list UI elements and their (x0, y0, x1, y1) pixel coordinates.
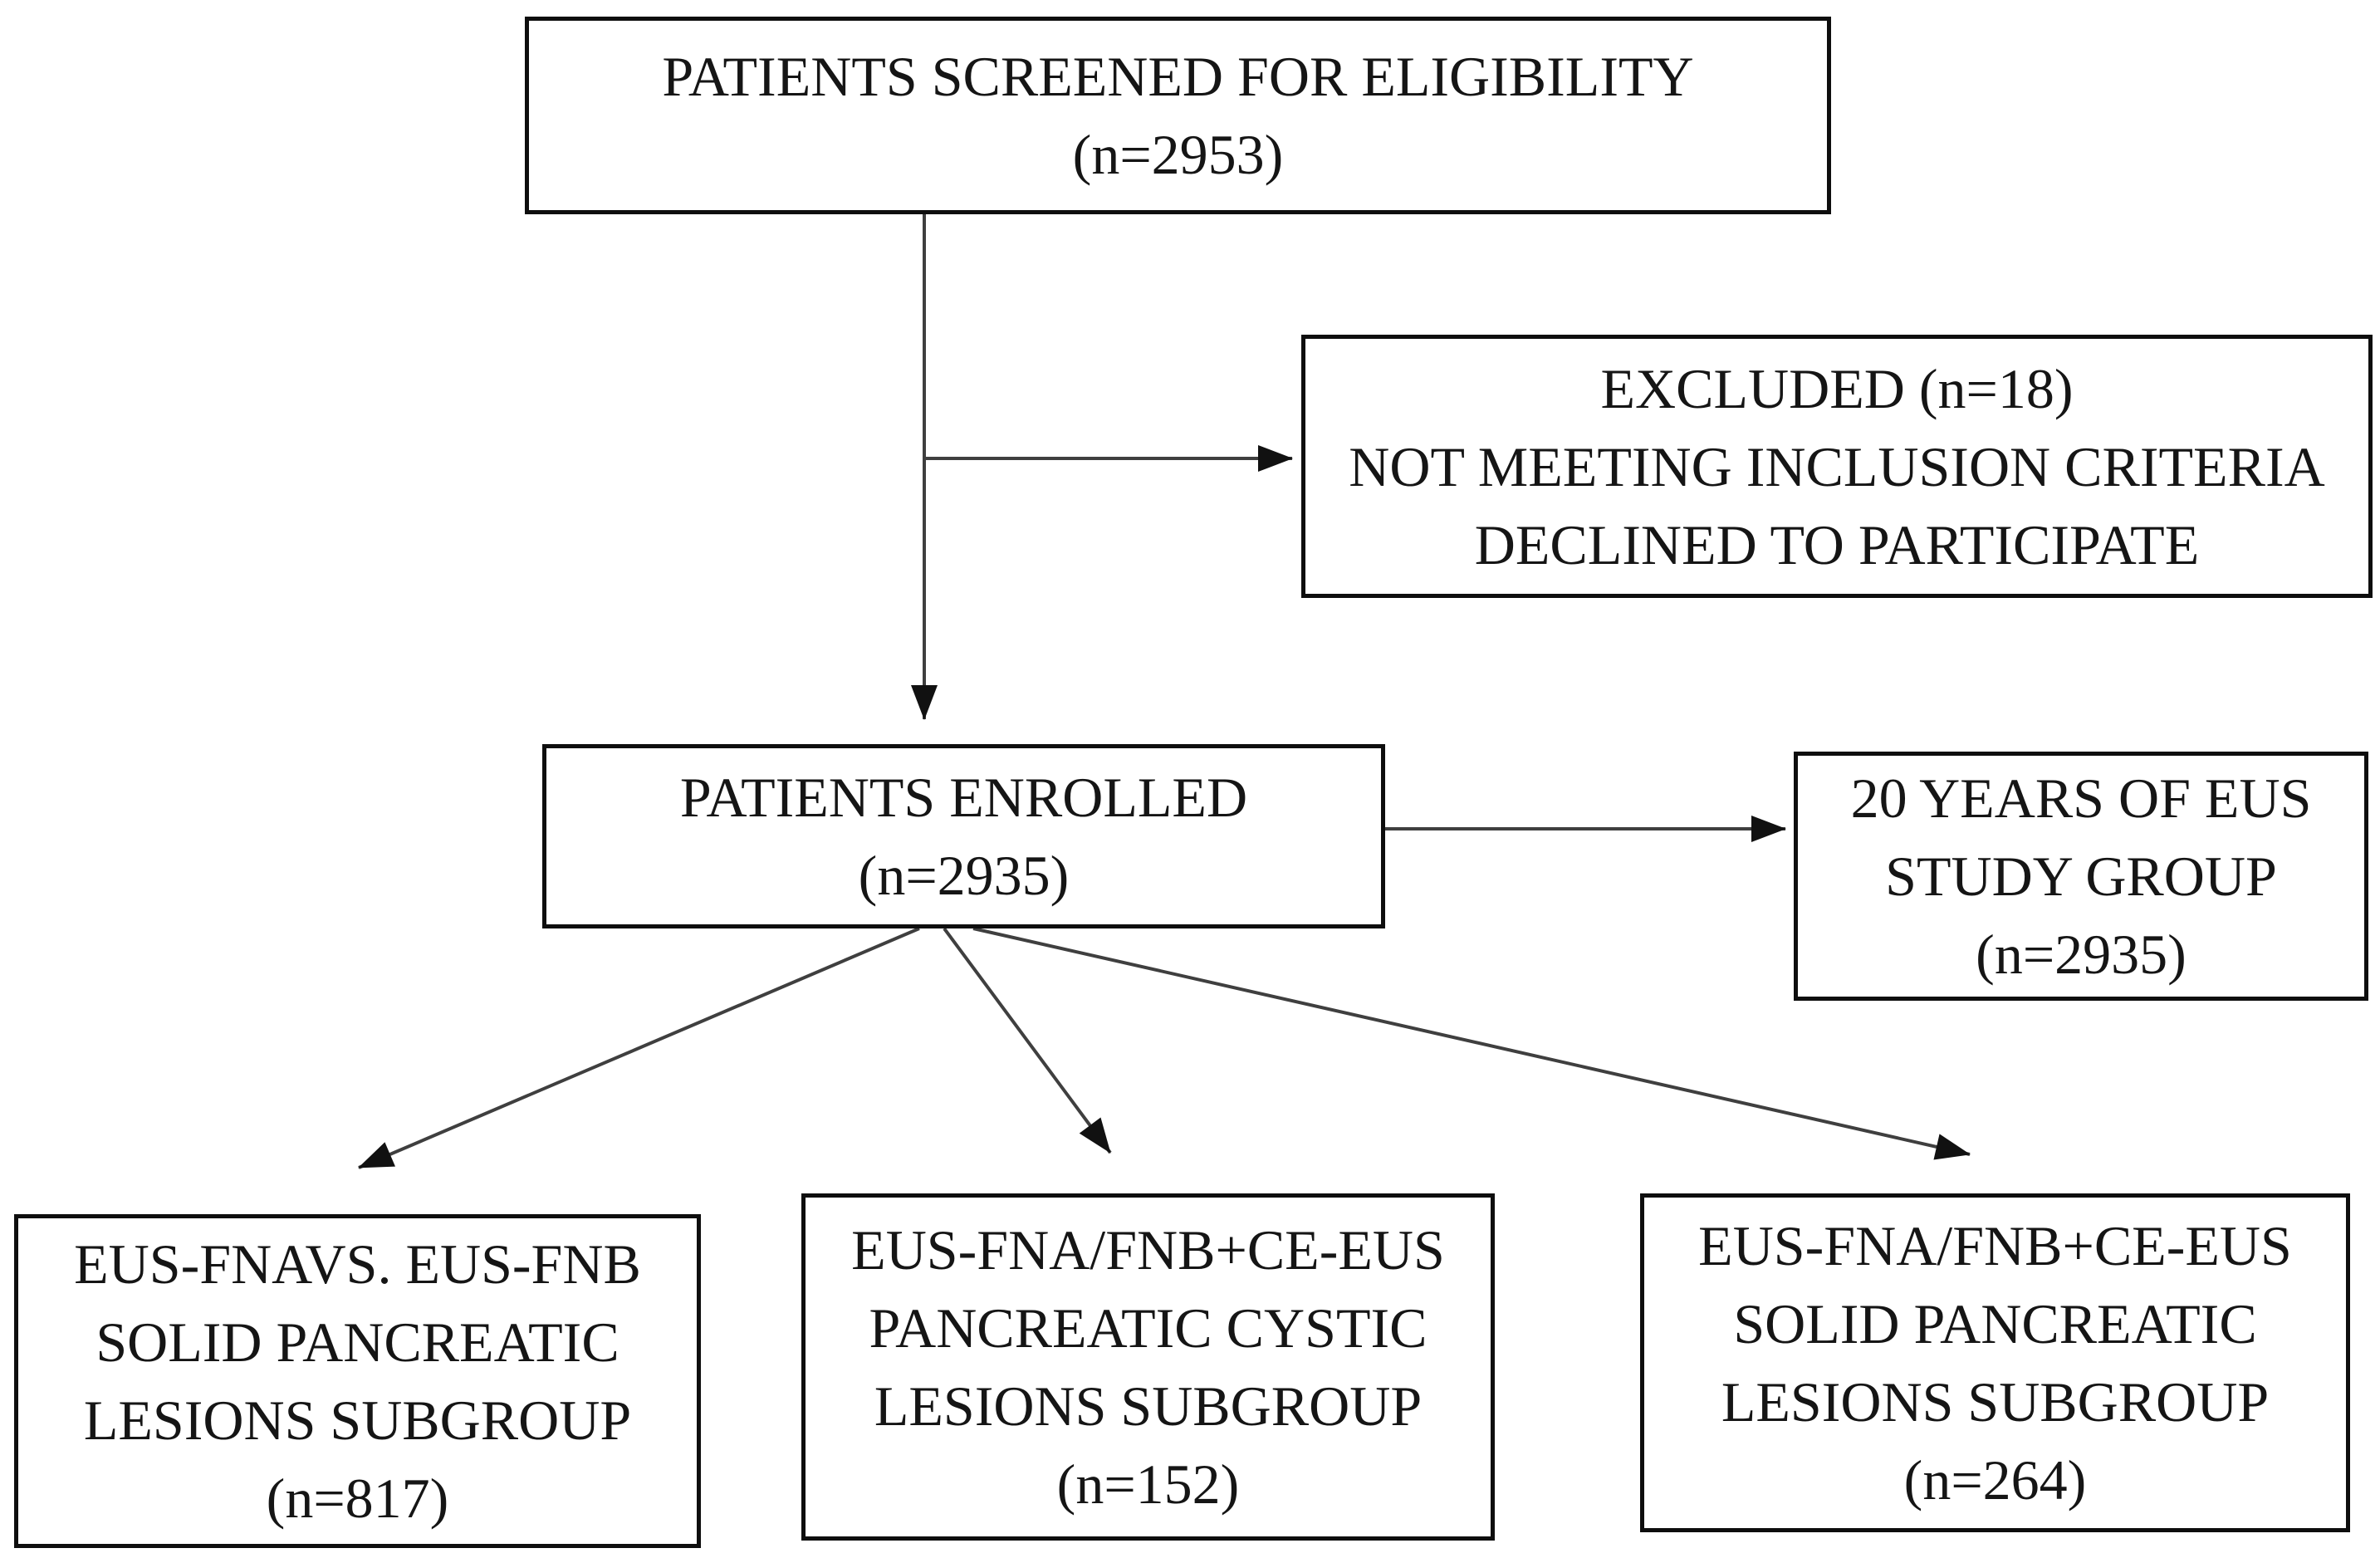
node-subgroup-solid-ce-line-1: EUS-FNA/FNB+CE-EUS (1698, 1214, 2292, 1277)
node-subgroup-cystic-line-2: PANCREATIC CYSTIC (869, 1296, 1428, 1360)
node-subgroup-fna-vs-fnb-line-1: EUS-FNAVS. EUS-FNB (74, 1232, 641, 1296)
node-eus-study-group-title-1: 20 YEARS OF EUS (1850, 767, 2312, 830)
node-excluded-reason-2: DECLINED TO PARTICIPATE (1474, 512, 2200, 576)
node-subgroup-cystic-line-3: LESIONS SUBGROUP (874, 1374, 1423, 1438)
node-subgroup-fna-vs-fnb-line-3: LESIONS SUBGROUP (83, 1389, 632, 1452)
node-patients-screened-title: PATIENTS SCREENED FOR ELIGIBILITY (662, 45, 1694, 108)
arrow-enrolled-to-subgroup-fna-vs-fnb (359, 928, 919, 1168)
node-eus-study-group-count: (n=2935) (1976, 923, 2187, 986)
node-excluded-title: EXCLUDED (n=18) (1600, 356, 2074, 420)
node-subgroup-cystic (801, 1193, 1495, 1541)
node-subgroup-cystic-count: (n=152) (1056, 1453, 1240, 1516)
node-eus-study-group (1794, 752, 2368, 1001)
node-subgroup-solid-ce-line-3: LESIONS SUBGROUP (1721, 1370, 2270, 1433)
node-subgroup-solid-ce-count: (n=264) (1903, 1448, 2087, 1511)
node-subgroup-solid-ce-line-2: SOLID PANCREATIC (1733, 1292, 2257, 1355)
node-patients-enrolled-title: PATIENTS ENROLLED (679, 766, 1248, 829)
node-subgroup-fna-vs-fnb-count: (n=817) (266, 1467, 449, 1530)
node-patients-screened-count: (n=2953) (1072, 123, 1284, 186)
arrow-enrolled-to-subgroup-cystic (944, 928, 1110, 1153)
node-excluded (1301, 335, 2373, 598)
node-subgroup-fna-vs-fnb-line-2: SOLID PANCREATIC (95, 1311, 619, 1374)
node-eus-study-group-title-2: STUDY GROUP (1885, 845, 2277, 908)
node-subgroup-fna-vs-fnb (14, 1214, 701, 1548)
node-subgroup-solid-ce (1640, 1193, 2350, 1532)
node-patients-screened (525, 17, 1831, 214)
node-patients-enrolled-count: (n=2935) (858, 844, 1070, 907)
node-patients-enrolled (542, 744, 1385, 928)
node-subgroup-cystic-line-1: EUS-FNA/FNB+CE-EUS (851, 1218, 1445, 1281)
node-excluded-reason-1: NOT MEETING INCLUSION CRITERIA (1349, 434, 2325, 498)
